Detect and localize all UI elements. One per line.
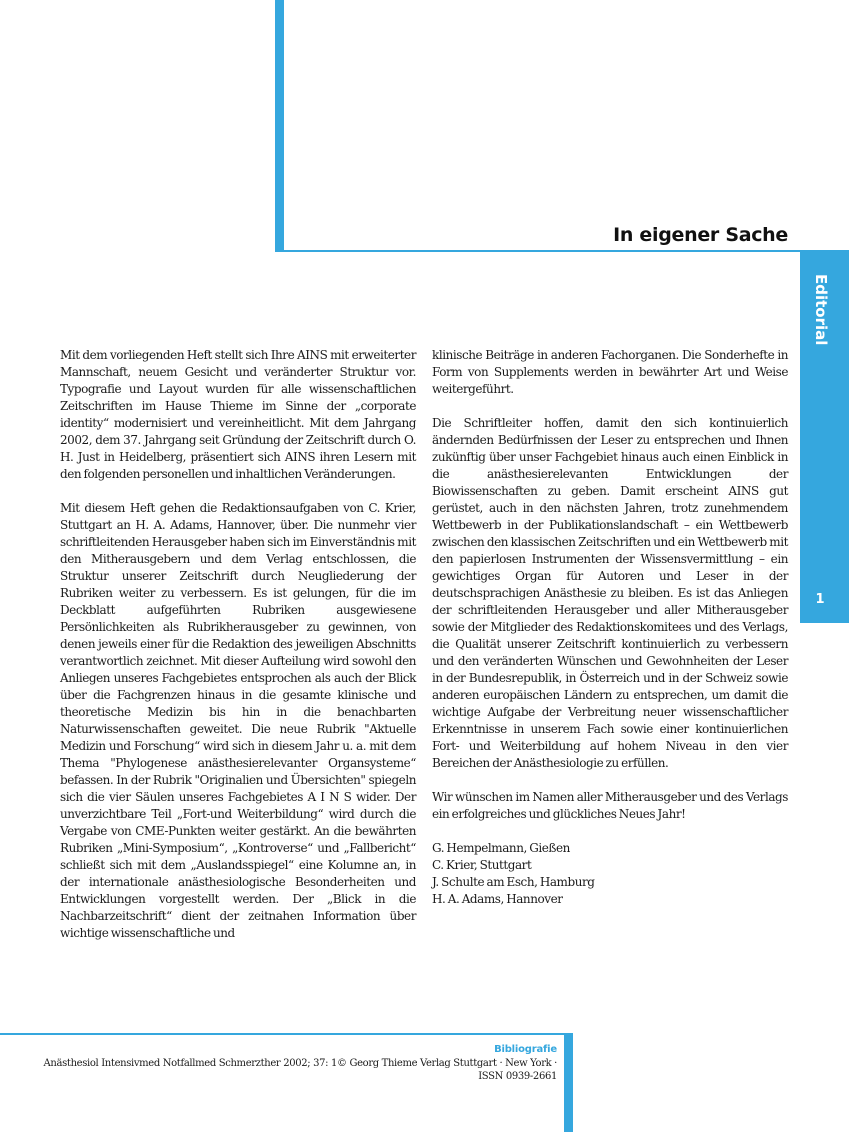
signature-block xyxy=(432,840,788,908)
signature-line: C. Krier, Stuttgart xyxy=(432,858,532,872)
header-rule xyxy=(275,250,849,252)
signature-line: H. A. Adams, Hannover xyxy=(432,892,563,906)
signature-line: G. Hempelmann, Gießen xyxy=(432,841,570,855)
bibliography-heading: Bibliografie xyxy=(494,1044,557,1055)
paragraph: Mit dem vorliegenden Heft stellt sich Ihre AINS mit erweiterter Mannschaft, neuem Gesicht und veränderter Struktur vor. Typografie und Layout wurden für alle wissenschaftlichen Zeitschriften im Hause Thieme im Sinne der „corporate identity“ modernisiert und vereinheitlicht. Mit dem Jahrgang 2002, dem 37. Jahrgang seit Gründung der Zeitschrift durch O. H. Just in Heidelberg, präsentiert sich AINS ihren Lesern mit den folgenden personellen und inhaltlichen Veränderungen. xyxy=(60,348,416,481)
bibliography-issn: ISSN 0939-2661 xyxy=(478,1071,557,1082)
paragraph: Die Schriftleiter hoffen, damit den sich kontinuierlich ändernden Bedürfnissen der Leser zu entsprechen und Ihnen zukünftig über unser Fachgebiet hinaus auch einen Einblick in die anästhesierelevanten Entwicklungen der Biowissenschaften zu geben. Damit erscheint AINS gut gerüstet, auch in den nächsten Jahren, trotz zunehmendem Wettbewerb in der Publikationslandschaft – ein Wettbewerb zwischen den klassischen Zeitschriften und ein Wettbewerb mit den papierlosen Instrumenten der Wissensvermittlung – ein gewichtiges Organ für Autoren und Leser in der deutschsprachigen Anästhesie zu bleiben. Es ist das Anliegen der schriftleitenden Herausgeber und aller Mitherausgeber sowie der Mitglieder des Redaktionskomitees und des Verlags, die Qualität unserer Zeitschrift kontinuierlich zu verbessern und den veränderten Wünschen und Gewohnheiten der Leser in der Bundesrepublik, in Österreich und in der Schweiz sowie anderen europäischen Ländern zu entsprechen, um damit die wichtige Aufgabe der Verbreitung neuer wissenschaftlicher Erkenntnisse in unserem Fach sowie einer kontinuierlichen Fort- und Weiterbildung auf hohem Niveau in den vier Bereichen der Anästhesiologie zu erfüllen. xyxy=(432,416,788,770)
page-title: In eigener Sache xyxy=(613,224,788,246)
footer-rule xyxy=(0,1033,566,1035)
article-column-left xyxy=(60,347,416,959)
section-tab xyxy=(800,252,849,623)
signature-line: J. Schulte am Esch, Hamburg xyxy=(432,875,595,889)
section-label: Editorial xyxy=(812,274,830,346)
article-column-right xyxy=(432,347,788,908)
paragraph: Mit diesem Heft gehen die Redaktionsaufgaben von C. Krier, Stuttgart an H. A. Adams, Hannover, über. Die nunmehr vier schriftleitenden Herausgeber haben sich im Einverständnis mit den Mitherausgebern und dem Verlag entschlossen, die Struktur unserer Zeitschrift durch Neugliederung der Rubriken weiter zu verbessern. Es ist gelungen, für die im Deckblatt aufgeführten Rubriken ausgewiesene Persönlichkeiten als Rubrikherausgeber zu gewinnen, von denen jeweils einer für die Redaktion des jeweiligen Abschnitts verantwortlich zeichnet. Mit dieser Aufteilung wird sowohl den Anliegen unseres Fachgebietes entsprochen als auch der Blick über die Fachgrenzen hinaus in die gesamte klinische und theoretische Medizin bis hin in die benachbarten Naturwissenschaften geweitet. Die neue Rubrik "Aktuelle Medizin und Forschung“ wird sich in diesem Jahr u. a. mit dem Thema "Phylogenese anästhesierelevanter Organsysteme“ befassen. In der Rubrik "Originalien und Übersichten" spiegeln sich die vier Säulen unseres Fachgebietes A I N S wider. Der unverzichtbare Teil „Fort-und Weiterbildung“ wird durch die Vergabe von CME-Punkten weiter gestärkt. An die bewährten Rubriken „Mini-Symposium“, „Kontroverse“ und „Fallbericht“ schließt sich mit dem „Auslandsspiegel“ eine Kolumne an, in der internationale anästhesiologische Besonderheiten und Entwicklungen vorgestellt werden. Der „Blick in die Nachbarzeitschrift“ dient der zeitnahen Information über wichtige wissenschaftliche und xyxy=(60,501,416,940)
top-accent-bar xyxy=(275,0,284,252)
footer-accent-bar xyxy=(564,1033,573,1132)
paragraph: klinische Beiträge in anderen Fachorganen. Die Sonderhefte in Form von Supplements werden in bewährter Art und Weise weitergeführt. xyxy=(432,348,788,396)
page-number: 1 xyxy=(815,592,825,607)
bibliography-citation: Anästhesiol Intensivmed Notfallmed Schmerzther 2002; 37: 1© Georg Thieme Verlag Stuttgart · New York · xyxy=(43,1057,557,1069)
paragraph: Wir wünschen im Namen aller Mitherausgeber und des Verlags ein erfolgreiches und glückliches Neues Jahr! xyxy=(432,790,788,821)
bibliography-block xyxy=(17,1043,557,1084)
